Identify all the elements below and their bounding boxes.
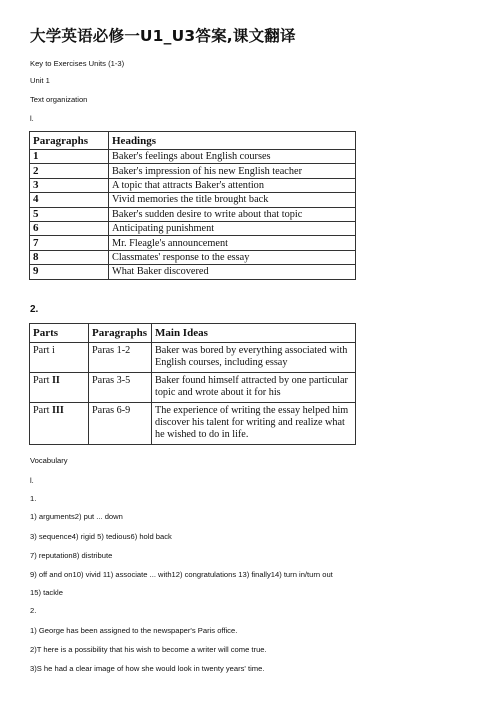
parts-main-ideas-table [29,323,356,445]
table-row [30,372,356,402]
table-header-row [30,324,356,343]
row-heading: Anticipating punishment [109,221,356,235]
vocabulary-label: Vocabulary [30,456,68,465]
sentence-line: 1) George has been assigned to the newspaper's Paris office. [30,626,238,635]
row-idea: The experience of writing the essay helped him discover his talent for writing and realize what he wished to do in life. [152,402,356,444]
row-num: 3 [30,178,109,192]
vocab-line: 3) sequence4) rigid 5) tedious6) hold back [30,532,172,541]
table-row [30,178,356,192]
row-heading: Vivid memories the title brought back [109,193,356,207]
table-row [30,236,356,250]
row-num: 1 [30,150,109,164]
row-paras: Paras 6-9 [89,402,152,444]
key-line: Key to Exercises Units (1-3) [30,59,125,68]
row-heading: A topic that attracts Baker's attention [109,178,356,192]
vocab-line: 15) tackle [30,588,63,597]
part-roman: III [51,404,64,416]
table-row [30,164,356,178]
section-marker-1: l. [30,114,34,123]
row-heading: Baker's sudden desire to write about that topic [109,207,356,221]
row-heading: Baker's feelings about English courses [109,150,356,164]
row-heading: Mr. Fleagle's announcement [109,236,356,250]
row-part [30,402,89,444]
part-roman: i [51,345,55,356]
vocab-line: 1) arguments2) put ... down [30,512,123,521]
row-num: 5 [30,207,109,221]
header-parts: Parts [30,324,89,343]
table-row [30,150,356,164]
row-part [30,372,89,402]
section-marker-4: 1. [30,494,37,503]
unit-label: Unit 1 [30,76,50,85]
table-row [30,193,356,207]
document-title: 大学英语必修一U1_U3答案,课文翻译 [30,27,296,45]
part-label: Part [33,404,52,416]
row-idea: Baker was bored by everything associated with English courses, including essay [152,343,356,373]
part-label: Part [33,374,52,386]
row-num: 9 [30,265,109,279]
row-paras: Paras 1-2 [89,343,152,373]
header-paragraphs: Paragraphs [89,324,152,343]
table-header-row [30,132,356,150]
table-row [30,265,356,279]
vocab-line: 7) reputation8) distribute [30,551,113,560]
paragraph-headings-table [29,131,356,280]
table-row [30,250,356,264]
table-row [30,221,356,235]
row-paras: Paras 3-5 [89,372,152,402]
row-num: 7 [30,236,109,250]
table-row [30,207,356,221]
section-marker-2: 2. [30,304,39,315]
row-num: 8 [30,250,109,264]
row-heading: What Baker discovered [109,265,356,279]
part-label: Part [33,345,52,356]
sentence-line: 2)T here is a possibility that his wish to become a writer will come true. [30,645,267,654]
row-idea: Baker found himself attracted by one particular topic and wrote about it for his [152,372,356,402]
table-row [30,402,356,444]
header-headings: Headings [109,132,356,150]
row-part [30,343,89,373]
text-organization-label: Text organization [30,95,88,104]
sentence-line: 3)S he had a clear image of how she would look in twenty years' time. [30,664,265,673]
row-num: 4 [30,193,109,207]
row-heading: Classmates' response to the essay [109,250,356,264]
table-row [30,343,356,373]
header-paragraphs: Paragraphs [30,132,109,150]
section-marker-3: l. [30,476,34,485]
row-num: 6 [30,221,109,235]
row-num: 2 [30,164,109,178]
vocab-line: 9) off and on10) vivid 11) associate ... with12) congratulations 13) finally14) turn in/turn out [30,570,333,579]
part-roman: II [51,374,60,386]
section-marker-5: 2. [30,606,37,615]
header-main-ideas: Main Ideas [152,324,356,343]
row-heading: Baker's impression of his new English teacher [109,164,356,178]
